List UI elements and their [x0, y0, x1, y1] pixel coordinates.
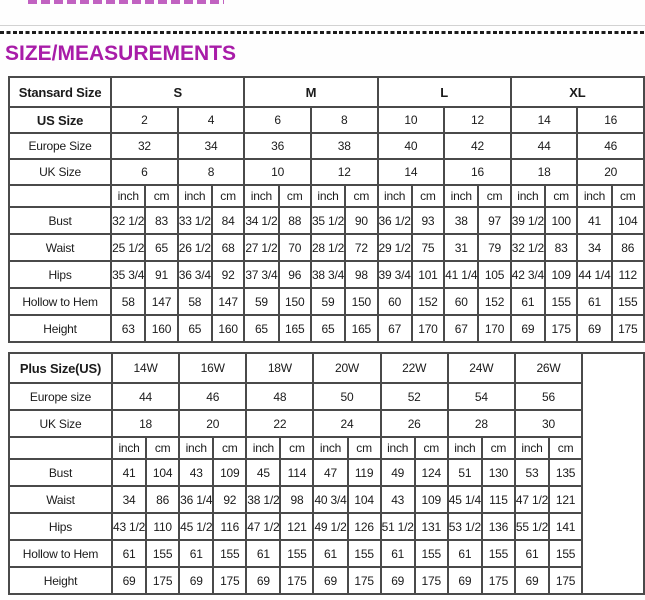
measurement-value-cell: 90	[345, 207, 377, 234]
unit-header-cell: cm	[213, 437, 246, 459]
unit-header-cell: inch	[244, 185, 278, 207]
measurement-value-cell: 65	[178, 315, 212, 342]
size-group-row	[9, 353, 644, 383]
size-value-cell: 48	[246, 383, 313, 410]
unit-header-cell: inch	[246, 437, 280, 459]
measurement-value-cell: 65	[145, 234, 177, 261]
empty-trailing-cell	[582, 353, 644, 594]
row-label: Bust	[9, 459, 112, 486]
size-group-header: M	[244, 77, 377, 107]
measurement-row	[9, 315, 644, 342]
unit-header-cell: cm	[482, 437, 515, 459]
measurement-value-cell: 38	[444, 207, 478, 234]
measurement-value-cell: 61	[448, 540, 482, 567]
measurement-value-cell: 69	[511, 315, 545, 342]
measurement-value-cell: 86	[146, 486, 179, 513]
measurement-value-cell: 43	[381, 486, 415, 513]
size-row	[9, 410, 644, 437]
measurement-value-cell: 70	[279, 234, 311, 261]
measurement-value-cell: 119	[348, 459, 381, 486]
measurement-value-cell: 58	[111, 288, 145, 315]
size-value-cell: 30	[515, 410, 582, 437]
measurement-value-cell: 69	[112, 567, 146, 594]
size-group-header: 24W	[448, 353, 515, 383]
size-value-cell: 18	[112, 410, 179, 437]
measurement-value-cell: 38 1/2	[246, 486, 280, 513]
measurement-value-cell: 126	[348, 513, 381, 540]
size-value-cell: 16	[444, 159, 511, 185]
measurement-value-cell: 175	[549, 567, 582, 594]
measurement-value-cell: 61	[313, 540, 347, 567]
measurement-value-cell: 121	[549, 486, 582, 513]
measurement-value-cell: 69	[381, 567, 415, 594]
measurement-value-cell: 67	[444, 315, 478, 342]
row-label: Hollow to Hem	[9, 540, 112, 567]
unit-header-cell: cm	[279, 185, 311, 207]
measurement-value-cell: 27 1/2	[244, 234, 278, 261]
size-value-cell: 22	[246, 410, 313, 437]
measurement-value-cell: 155	[280, 540, 313, 567]
measurement-value-cell: 39 3/4	[378, 261, 412, 288]
measurement-value-cell: 44 1/4	[577, 261, 611, 288]
measurement-value-cell: 92	[212, 261, 244, 288]
unit-header-cell: inch	[448, 437, 482, 459]
size-value-cell: 10	[244, 159, 311, 185]
size-row	[9, 107, 644, 133]
unit-header-cell: cm	[348, 437, 381, 459]
size-value-cell: 20	[179, 410, 246, 437]
unit-header-cell: inch	[511, 185, 545, 207]
measurement-value-cell: 175	[482, 567, 515, 594]
measurement-value-cell: 51	[448, 459, 482, 486]
measurement-value-cell: 61	[511, 288, 545, 315]
measurement-row	[9, 234, 644, 261]
size-value-cell: 32	[111, 133, 178, 159]
measurement-value-cell: 155	[415, 540, 448, 567]
measurement-value-cell: 49 1/2	[313, 513, 347, 540]
measurement-value-cell: 170	[412, 315, 444, 342]
row-label: Waist	[9, 486, 112, 513]
measurement-value-cell: 55 1/2	[515, 513, 549, 540]
size-value-cell: 12	[311, 159, 378, 185]
corner-header-cell: Stansard Size	[9, 77, 111, 107]
measurement-value-cell: 91	[145, 261, 177, 288]
measurement-value-cell: 36 1/4	[179, 486, 213, 513]
measurement-value-cell: 59	[311, 288, 345, 315]
measurement-value-cell: 109	[213, 459, 246, 486]
measurement-value-cell: 31	[444, 234, 478, 261]
unit-header-cell: inch	[311, 185, 345, 207]
measurement-value-cell: 116	[213, 513, 246, 540]
unit-row	[9, 185, 644, 207]
size-group-header: L	[378, 77, 511, 107]
size-group-row	[9, 77, 644, 107]
measurement-value-cell: 100	[545, 207, 577, 234]
measurement-value-cell: 109	[545, 261, 577, 288]
row-label: Bust	[9, 207, 111, 234]
row-label: Height	[9, 567, 112, 594]
measurement-value-cell: 93	[412, 207, 444, 234]
size-value-cell: 44	[112, 383, 179, 410]
measurement-value-cell: 98	[280, 486, 313, 513]
measurement-value-cell: 29 1/2	[378, 234, 412, 261]
size-value-cell: 14	[378, 159, 445, 185]
unit-row-blank-cell	[9, 437, 112, 459]
row-label: Hollow to Hem	[9, 288, 111, 315]
standard-size-table	[8, 76, 645, 343]
unit-header-cell: inch	[381, 437, 415, 459]
measurement-row	[9, 207, 644, 234]
measurement-value-cell: 165	[345, 315, 377, 342]
measurement-value-cell: 114	[280, 459, 313, 486]
row-label: UK Size	[9, 159, 111, 185]
size-value-cell: 54	[448, 383, 515, 410]
size-group-header: 26W	[515, 353, 582, 383]
unit-header-cell: cm	[146, 437, 179, 459]
dashed-divider	[0, 31, 645, 34]
measurement-row	[9, 261, 644, 288]
measurement-value-cell: 175	[348, 567, 381, 594]
measurement-value-cell: 38 3/4	[311, 261, 345, 288]
measurement-value-cell: 35 1/2	[311, 207, 345, 234]
size-value-cell: 50	[313, 383, 380, 410]
measurement-value-cell: 41 1/4	[444, 261, 478, 288]
measurement-value-cell: 165	[279, 315, 311, 342]
size-value-cell: 14	[511, 107, 578, 133]
unit-header-cell: inch	[111, 185, 145, 207]
size-value-cell: 8	[311, 107, 378, 133]
unit-header-cell: inch	[577, 185, 611, 207]
measurement-value-cell: 51 1/2	[381, 513, 415, 540]
measurement-value-cell: 61	[515, 540, 549, 567]
unit-header-cell: cm	[412, 185, 444, 207]
measurement-value-cell: 61	[381, 540, 415, 567]
unit-header-cell: cm	[612, 185, 644, 207]
measurement-value-cell: 155	[549, 540, 582, 567]
measurement-value-cell: 69	[246, 567, 280, 594]
row-label: US Size	[9, 107, 111, 133]
measurement-value-cell: 152	[412, 288, 444, 315]
measurement-value-cell: 36 1/2	[378, 207, 412, 234]
measurement-value-cell: 83	[145, 207, 177, 234]
unit-header-cell: cm	[345, 185, 377, 207]
size-value-cell: 56	[515, 383, 582, 410]
measurement-value-cell: 75	[412, 234, 444, 261]
measurement-value-cell: 61	[246, 540, 280, 567]
measurement-value-cell: 63	[111, 315, 145, 342]
row-label: Height	[9, 315, 111, 342]
measurement-value-cell: 33 1/2	[178, 207, 212, 234]
measurement-value-cell: 34 1/2	[244, 207, 278, 234]
measurement-value-cell: 141	[549, 513, 582, 540]
measurement-value-cell: 37 3/4	[244, 261, 278, 288]
row-label: Hips	[9, 513, 112, 540]
size-value-cell: 34	[178, 133, 245, 159]
unit-header-cell: inch	[112, 437, 146, 459]
measurement-value-cell: 34	[112, 486, 146, 513]
measurement-value-cell: 41	[577, 207, 611, 234]
measurement-row	[9, 288, 644, 315]
measurement-value-cell: 155	[146, 540, 179, 567]
unit-row-blank-cell	[9, 185, 111, 207]
measurement-value-cell: 155	[545, 288, 577, 315]
measurement-value-cell: 155	[213, 540, 246, 567]
measurement-value-cell: 104	[612, 207, 644, 234]
measurement-value-cell: 83	[545, 234, 577, 261]
measurement-value-cell: 59	[244, 288, 278, 315]
measurement-value-cell: 35 3/4	[111, 261, 145, 288]
measurement-value-cell: 109	[415, 486, 448, 513]
measurement-value-cell: 115	[482, 486, 515, 513]
measurement-value-cell: 41	[112, 459, 146, 486]
measurement-value-cell: 32 1/2	[111, 207, 145, 234]
unit-header-cell: cm	[212, 185, 244, 207]
size-row	[9, 383, 644, 410]
measurement-value-cell: 112	[612, 261, 644, 288]
unit-header-cell: inch	[179, 437, 213, 459]
measurement-value-cell: 175	[415, 567, 448, 594]
unit-header-cell: inch	[444, 185, 478, 207]
measurement-row	[9, 513, 644, 540]
measurement-value-cell: 39 1/2	[511, 207, 545, 234]
measurement-value-cell: 86	[612, 234, 644, 261]
size-group-header: 14W	[112, 353, 179, 383]
measurement-value-cell: 58	[178, 288, 212, 315]
measurement-value-cell: 104	[146, 459, 179, 486]
measurement-value-cell: 28 1/2	[311, 234, 345, 261]
size-value-cell: 4	[178, 107, 245, 133]
horizontal-rule	[0, 25, 645, 26]
measurement-value-cell: 121	[280, 513, 313, 540]
size-group-header: S	[111, 77, 244, 107]
measurement-value-cell: 147	[145, 288, 177, 315]
measurement-value-cell: 88	[279, 207, 311, 234]
measurement-value-cell: 61	[179, 540, 213, 567]
size-row	[9, 159, 644, 185]
size-value-cell: 40	[378, 133, 445, 159]
measurement-value-cell: 47 1/2	[246, 513, 280, 540]
unit-header-cell: inch	[378, 185, 412, 207]
measurement-value-cell: 105	[478, 261, 510, 288]
size-value-cell: 8	[178, 159, 245, 185]
measurement-value-cell: 60	[444, 288, 478, 315]
measurement-value-cell: 175	[213, 567, 246, 594]
measurement-value-cell: 150	[279, 288, 311, 315]
measurement-value-cell: 36 3/4	[178, 261, 212, 288]
size-value-cell: 24	[313, 410, 380, 437]
measurement-value-cell: 175	[545, 315, 577, 342]
unit-header-cell: inch	[178, 185, 212, 207]
measurement-value-cell: 69	[577, 315, 611, 342]
measurement-value-cell: 40 3/4	[313, 486, 347, 513]
measurement-value-cell: 104	[348, 486, 381, 513]
measurement-value-cell: 32 1/2	[511, 234, 545, 261]
row-label: Waist	[9, 234, 111, 261]
measurement-row	[9, 540, 644, 567]
measurement-value-cell: 65	[311, 315, 345, 342]
measurement-value-cell: 92	[213, 486, 246, 513]
size-group-header: 18W	[246, 353, 313, 383]
row-label: Europe Size	[9, 133, 111, 159]
measurement-value-cell: 53 1/2	[448, 513, 482, 540]
size-row	[9, 133, 644, 159]
measurement-row	[9, 567, 644, 594]
size-group-header: 22W	[381, 353, 448, 383]
size-value-cell: 6	[111, 159, 178, 185]
measurement-value-cell: 124	[415, 459, 448, 486]
size-value-cell: 42	[444, 133, 511, 159]
measurement-value-cell: 131	[415, 513, 448, 540]
size-value-cell: 38	[311, 133, 378, 159]
plus-size-table	[8, 352, 645, 595]
measurement-value-cell: 160	[212, 315, 244, 342]
size-value-cell: 44	[511, 133, 578, 159]
measurement-row	[9, 486, 644, 513]
size-group-header: 16W	[179, 353, 246, 383]
measurement-value-cell: 72	[345, 234, 377, 261]
measurement-value-cell: 175	[612, 315, 644, 342]
measurement-value-cell: 49	[381, 459, 415, 486]
measurement-value-cell: 150	[345, 288, 377, 315]
measurement-value-cell: 155	[482, 540, 515, 567]
unit-header-cell: cm	[478, 185, 510, 207]
measurement-value-cell: 61	[577, 288, 611, 315]
measurement-value-cell: 45 1/4	[448, 486, 482, 513]
unit-header-cell: inch	[313, 437, 347, 459]
measurement-value-cell: 53	[515, 459, 549, 486]
size-value-cell: 6	[244, 107, 311, 133]
measurement-value-cell: 69	[515, 567, 549, 594]
size-group-header: XL	[511, 77, 644, 107]
measurement-value-cell: 47	[313, 459, 347, 486]
measurement-value-cell: 26 1/2	[178, 234, 212, 261]
measurement-value-cell: 175	[280, 567, 313, 594]
measurement-row	[9, 459, 644, 486]
measurement-value-cell: 152	[478, 288, 510, 315]
measurement-value-cell: 69	[179, 567, 213, 594]
cropped-header-text	[28, 0, 224, 4]
measurement-value-cell: 43	[179, 459, 213, 486]
size-value-cell: 10	[378, 107, 445, 133]
row-label: UK Size	[9, 410, 112, 437]
measurement-value-cell: 60	[378, 288, 412, 315]
unit-header-cell: cm	[280, 437, 313, 459]
unit-header-cell: cm	[545, 185, 577, 207]
measurement-value-cell: 45 1/2	[179, 513, 213, 540]
size-value-cell: 18	[511, 159, 578, 185]
measurement-value-cell: 43 1/2	[112, 513, 146, 540]
measurement-value-cell: 175	[146, 567, 179, 594]
size-value-cell: 46	[577, 133, 644, 159]
measurement-value-cell: 170	[478, 315, 510, 342]
size-value-cell: 2	[111, 107, 178, 133]
page-title: SIZE/MEASUREMENTS	[5, 42, 237, 65]
measurement-value-cell: 69	[448, 567, 482, 594]
measurement-value-cell: 110	[146, 513, 179, 540]
unit-header-cell: inch	[515, 437, 549, 459]
row-label: Hips	[9, 261, 111, 288]
measurement-value-cell: 135	[549, 459, 582, 486]
measurement-value-cell: 67	[378, 315, 412, 342]
unit-header-cell: cm	[549, 437, 582, 459]
size-value-cell: 52	[381, 383, 448, 410]
size-value-cell: 20	[577, 159, 644, 185]
measurement-value-cell: 61	[112, 540, 146, 567]
measurement-value-cell: 98	[345, 261, 377, 288]
measurement-value-cell: 79	[478, 234, 510, 261]
size-value-cell: 26	[381, 410, 448, 437]
measurement-value-cell: 96	[279, 261, 311, 288]
size-group-header: 20W	[313, 353, 380, 383]
measurement-value-cell: 45	[246, 459, 280, 486]
measurement-value-cell: 147	[212, 288, 244, 315]
measurement-value-cell: 84	[212, 207, 244, 234]
size-value-cell: 28	[448, 410, 515, 437]
measurement-value-cell: 160	[145, 315, 177, 342]
row-label: Europe size	[9, 383, 112, 410]
measurement-value-cell: 136	[482, 513, 515, 540]
measurement-value-cell: 155	[612, 288, 644, 315]
size-value-cell: 12	[444, 107, 511, 133]
measurement-value-cell: 34	[577, 234, 611, 261]
measurement-value-cell: 47 1/2	[515, 486, 549, 513]
unit-header-cell: cm	[415, 437, 448, 459]
measurement-value-cell: 101	[412, 261, 444, 288]
unit-row	[9, 437, 644, 459]
size-value-cell: 16	[577, 107, 644, 133]
measurement-value-cell: 25 1/2	[111, 234, 145, 261]
measurement-value-cell: 68	[212, 234, 244, 261]
corner-header-cell: Plus Size(US)	[9, 353, 112, 383]
measurement-value-cell: 130	[482, 459, 515, 486]
measurement-value-cell: 97	[478, 207, 510, 234]
size-value-cell: 36	[244, 133, 311, 159]
unit-header-cell: cm	[145, 185, 177, 207]
measurement-value-cell: 42 3/4	[511, 261, 545, 288]
measurement-value-cell: 69	[313, 567, 347, 594]
measurement-value-cell: 65	[244, 315, 278, 342]
size-value-cell: 46	[179, 383, 246, 410]
measurement-value-cell: 155	[348, 540, 381, 567]
